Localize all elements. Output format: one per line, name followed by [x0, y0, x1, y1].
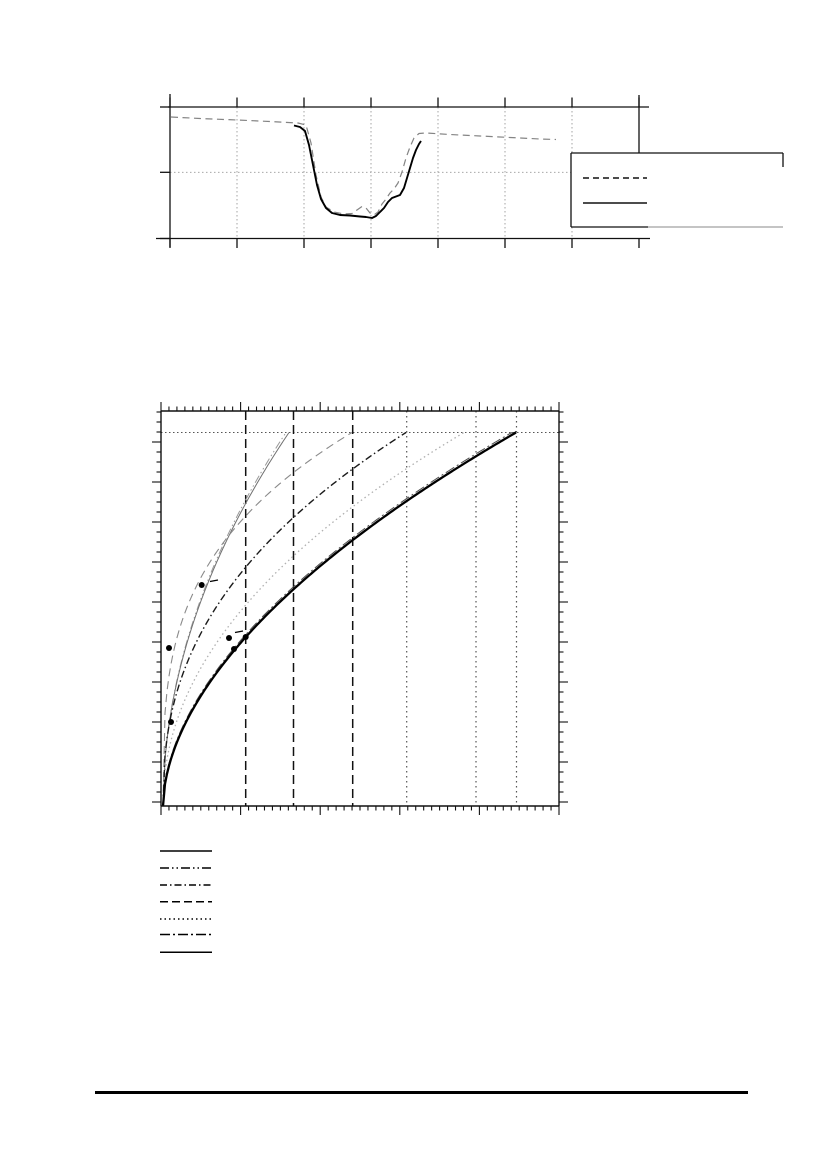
bottom-chart-growth-curves [152, 402, 568, 815]
curve-thin-solid [163, 433, 289, 807]
bottom-chart-legend [160, 851, 212, 952]
top-chart-lightcurve [156, 94, 783, 248]
curve-long-dash [163, 433, 352, 807]
error-dash [210, 580, 218, 582]
legend-box-fill [571, 153, 783, 227]
data-point [168, 719, 174, 725]
data-point [231, 646, 237, 652]
curve-dash-dot [163, 433, 406, 807]
dashed-gray-model [171, 117, 556, 215]
data-point [166, 645, 172, 651]
curve-dash-dot-dot [163, 433, 286, 807]
data-point [243, 634, 249, 640]
data-point [226, 635, 232, 641]
error-dash [235, 631, 243, 633]
curve-dash-dot-2 [163, 430, 516, 804]
data-point [199, 582, 205, 588]
curve-thick-solid [163, 433, 516, 807]
